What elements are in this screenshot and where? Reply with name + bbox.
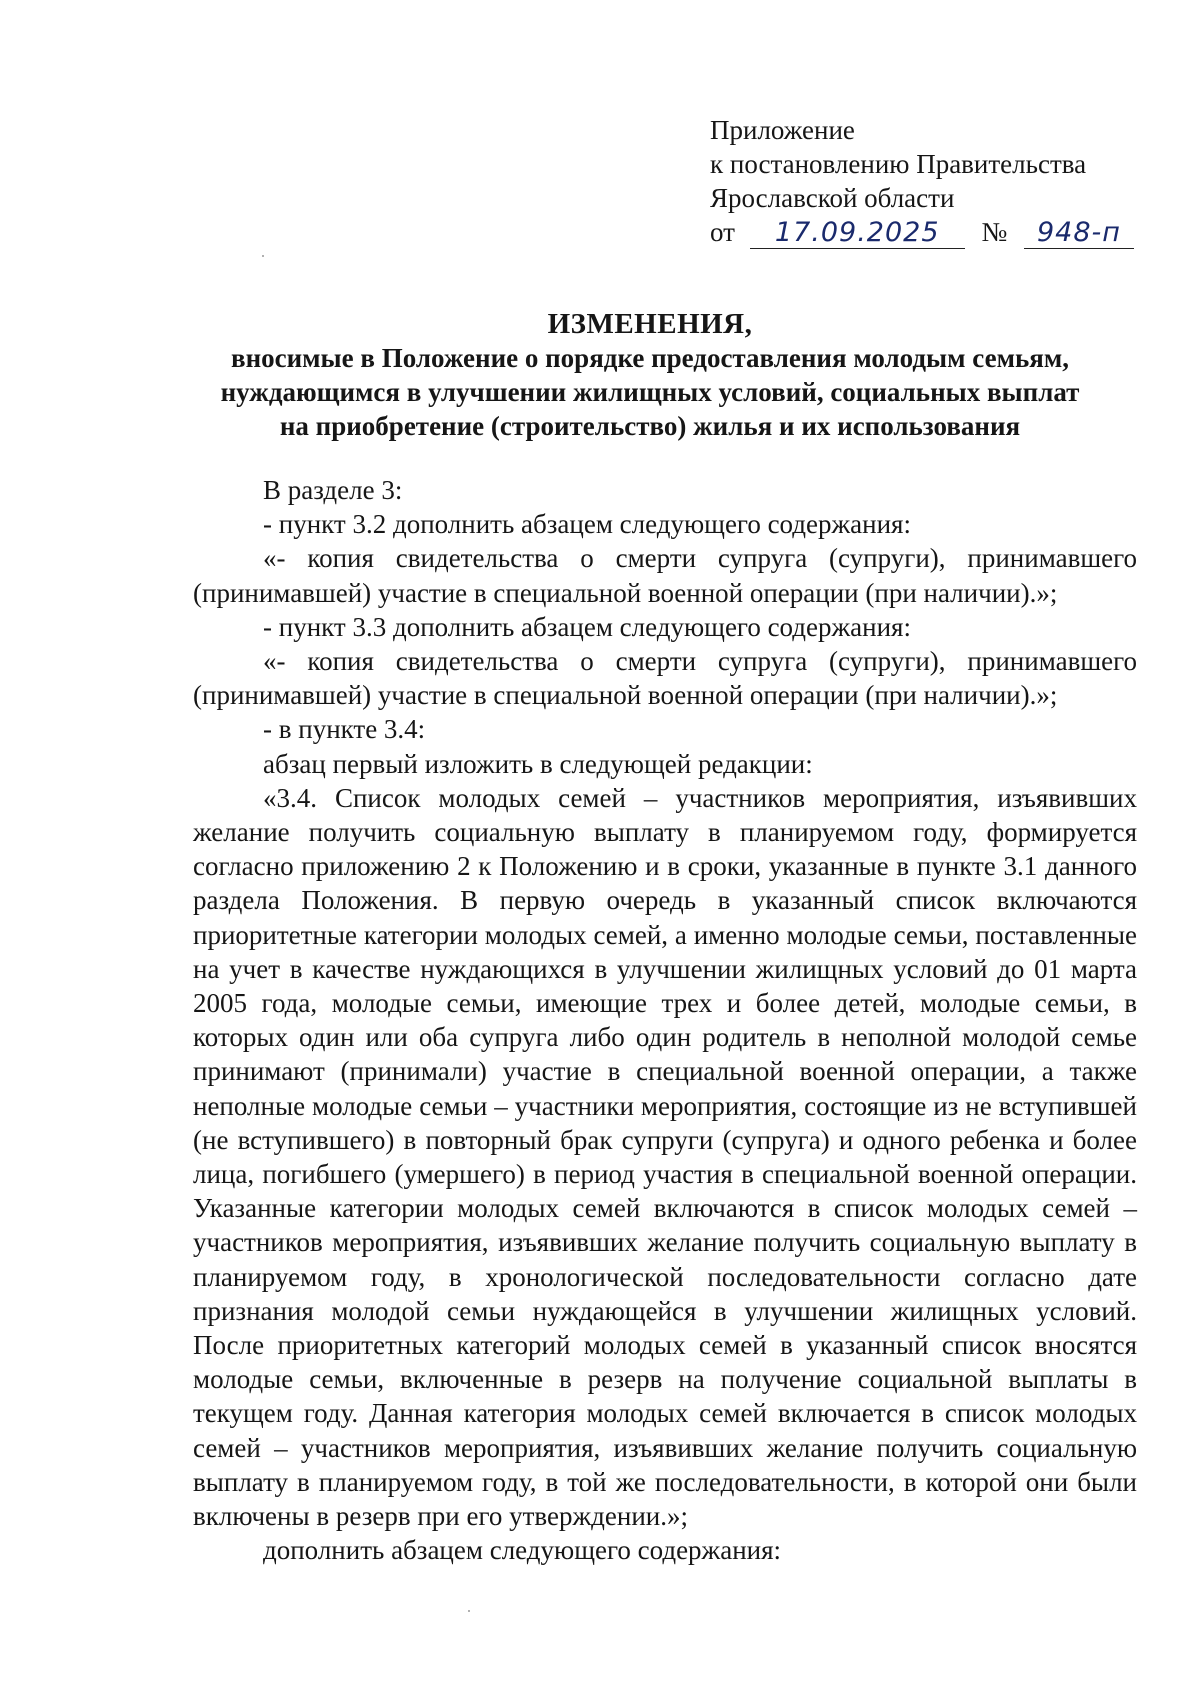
number-field — [1024, 217, 1134, 249]
paragraph-quote-3-3: «- копия свидетельства о смерти супруга (супруги), принимавшего (принимавшей) участие в специальной военной операции (при наличии).»; — [193, 646, 1137, 711]
document-title — [150, 307, 1150, 443]
paragraph-item-3-3: - пункт 3.3 дополнить абзацем следующего содержания: — [263, 611, 911, 642]
scan-speck — [262, 255, 264, 257]
appendix-line-3: Ярославской области — [710, 183, 955, 213]
paragraph-quote-3-4: «3.4. Список молодых семей – участников мероприятия, изъявивших желание получить социальную выплату в планируемом году, формируется согласно приложению 2 к Положению и в сроки, указанные в пункте 3.1 данного раздела Положения. В первую очередь в указанный список включаются приоритетные категории молодых семей, а именно молодые семьи, поставленные на учет в качестве нуждающихся в улучшении жилищных условий до 01 марта 2005 года, молодые семьи, имеющие трех и более детей, молодые семьи, в которых один или оба супруга либо один родитель в неполной молодой семье принимают (принимали) участие в специальной военной операции, а также неполные молодые семьи – участники мероприятия, состоящие из не вступившей (не вступившего) в повторный брак супруги (супруга) и одного ребенка и более лица, погибшего (умершего) в период участия в специальной военной операции. Указанные категории молодых семей включаются в список молодых семей – участников мероприятия, изъявивших желание получить социальную выплату в планируемом году, в хронологической последовательности согласно дате признания молодой семьи нуждающейся в улучшении жилищных условий. После приоритетных категорий молодых семей в указанный список вносятся молодые семьи, включенные в резерв на получение социальной выплаты в текущем году. Данная категория молодых семей включается в список молодых семей – участников мероприятия, изъявивших желание получить социальную выплату в планируемом году, в той же последовательности, в которой они были включены в резерв при его утверждении.»; — [193, 782, 1137, 1532]
appendix-line-1: Приложение — [710, 115, 855, 145]
paragraph-section: В разделе 3: — [263, 475, 403, 505]
paragraph-add-abzac: дополнить абзацем следующего содержания: — [263, 1535, 782, 1566]
paragraph-item-3-2: - пункт 3.2 дополнить абзацем следующего содержания: — [263, 509, 911, 540]
appendix-block — [710, 113, 1134, 249]
title-line-1: вносимые в Положение о порядке предоставления молодым семьям, — [230, 343, 1069, 373]
title-main: ИЗМЕНЕНИЯ, — [547, 308, 753, 340]
appendix-date-line — [710, 215, 1134, 249]
from-label: от — [710, 217, 735, 247]
handwritten-number: 948-п — [1037, 217, 1121, 248]
title-line-3: на приобретение (строительство) жилья и их использования — [279, 411, 1021, 441]
appendix-line-2: к постановлению Правительства — [710, 149, 1087, 179]
date-field — [750, 217, 965, 249]
paragraph-first-abzac: абзац первый изложить в следующей редакции: — [263, 748, 813, 779]
paragraph-item-3-4: - в пункте 3.4: — [263, 714, 426, 745]
title-line-2: нуждающимся в улучшении жилищных условий, социальных выплат — [220, 377, 1080, 407]
document-body — [193, 473, 1137, 1568]
scan-speck — [468, 1610, 470, 1612]
paragraph-quote-3-2: «- копия свидетельства о смерти супруга (супруги), принимавшего (принимавшей) участие в специальной военной операции (при наличии).»; — [193, 543, 1137, 608]
handwritten-date: 17.09.2025 — [774, 217, 940, 248]
number-label: № — [981, 217, 1008, 247]
